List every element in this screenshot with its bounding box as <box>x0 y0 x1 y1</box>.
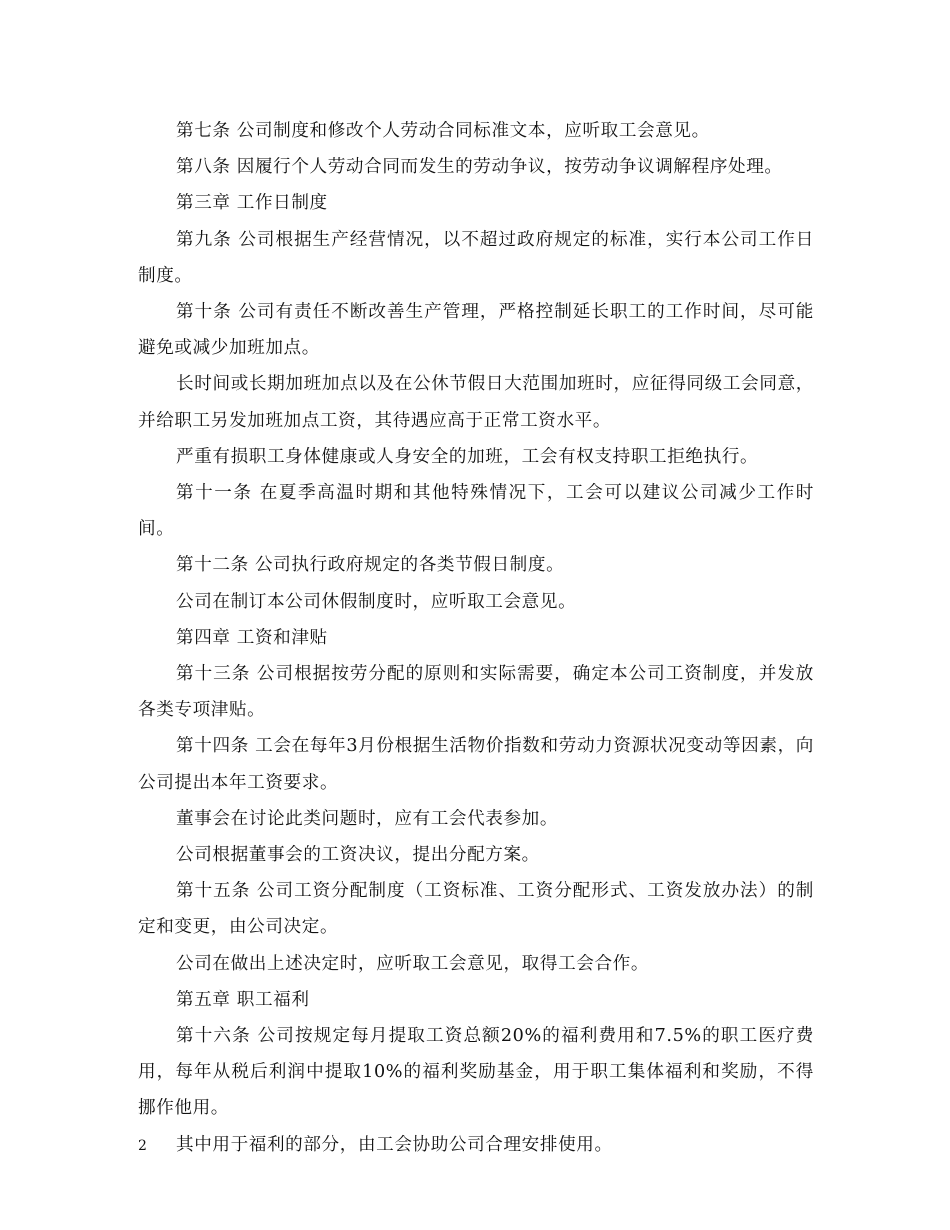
paragraph-welfare-use: 其中用于福利的部分，由工会协助公司合理安排使用。 <box>176 1134 613 1155</box>
paragraph-article-11: 第十一条 在夏季高温时期和其他特殊情况下，工会可以建议公司减少工作时间。 <box>138 483 814 540</box>
paragraph-overtime-refusal: 严重有损职工身体健康或人身安全的加班，工会有权支持职工拒绝执行。 <box>176 446 759 467</box>
paragraph-article-9: 第九条 公司根据生产经营情况，以不超过政府规定的标准，实行本公司工作日制度。 <box>138 229 814 286</box>
chapter-heading-3: 第三章 工作日制度 <box>176 193 328 214</box>
paragraph-article-14: 第十四条 工会在每年3月份根据生活物价指数和劳动力资源状况变动等因素，向公司提出本年工资要求。 <box>138 736 814 793</box>
paragraph-distribution-plan: 公司根据董事会的工资决议，提出分配方案。 <box>176 845 540 866</box>
paragraph-overtime-consent: 长时间或长期加班加点以及在公休节假日大范围加班时，应征得同级工会同意，并给职工另发加班加点工资，其待遇应高于正常工资水平。 <box>138 374 814 431</box>
chapter-heading-4: 第四章 工资和津贴 <box>176 627 328 648</box>
paragraph-board-discussion: 董事会在讨论此类问题时，应有工会代表参加。 <box>176 808 559 829</box>
paragraph-article-12: 第十二条 公司执行政府规定的各类节假日制度。 <box>176 555 565 576</box>
paragraph-article-16: 第十六条 公司按规定每月提取工资总额20%的福利费用和7.5%的职工医疗费用，每年从税后利润中提取10%的福利奖励基金，用于职工集体福利和奖励，不得挪作他用。 <box>138 1026 814 1119</box>
paragraph-article-8: 第八条 因履行个人劳动合同而发生的劳动争议，按劳动争议调解程序处理。 <box>176 157 783 178</box>
chapter-heading-5: 第五章 职工福利 <box>176 989 310 1010</box>
paragraph-union-cooperation: 公司在做出上述决定时，应听取工会意见，取得工会合作。 <box>176 953 650 974</box>
paragraph-article-13: 第十三条 公司根据按劳分配的原则和实际需要，确定本公司工资制度，并发放各类专项津贴。 <box>138 664 814 721</box>
paragraph-leave-policy: 公司在制订本公司休假制度时，应听取工会意见。 <box>176 591 577 612</box>
paragraph-article-10: 第十条 公司有责任不断改善生产管理，严格控制延长职工的工作时间，尽可能避免或减少加班加点。 <box>138 302 814 359</box>
paragraph-article-15: 第十五条 公司工资分配制度（工资标准、工资分配形式、工资发放办法）的制定和变更，由公司决定。 <box>138 881 814 938</box>
document-body <box>138 113 814 1163</box>
page-number: 2 <box>138 1138 147 1154</box>
paragraph-article-7: 第七条 公司制度和修改个人劳动合同标准文本，应听取工会意见。 <box>176 121 710 141</box>
